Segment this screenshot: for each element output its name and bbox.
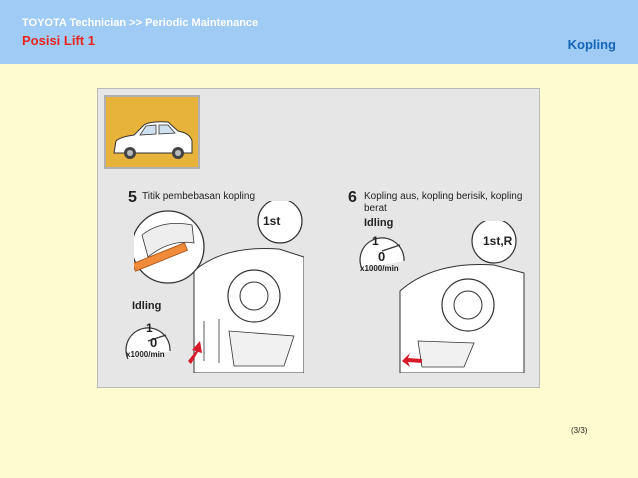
- step-6-gear: 1st,R: [483, 234, 513, 248]
- step-6-drawing: [394, 221, 534, 373]
- page-counter: (3/3): [571, 426, 588, 435]
- car-icon: [106, 97, 198, 167]
- step-6-number: 6: [348, 189, 357, 206]
- clutch-illustration: [97, 88, 540, 388]
- breadcrumb[interactable]: TOYOTA Technician >> Periodic Maintenance: [22, 17, 259, 29]
- step-5-gauge-mark-0: 0: [150, 335, 158, 350]
- page-title: Posisi Lift 1: [22, 33, 95, 48]
- step-5-idling-label: Idling: [132, 300, 162, 312]
- car-lift-thumbnail: [104, 95, 200, 169]
- step-6-gauge-unit: x1000/min: [360, 264, 399, 273]
- step-5-gauge-unit: x1000/min: [126, 350, 165, 359]
- step-5-number: 5: [128, 189, 137, 206]
- section-title: Kopling: [567, 37, 616, 52]
- step-6-gauge-mark-1: 1: [372, 234, 379, 248]
- step-6-text: Kopling aus, kopling berisik, kopling berat: [364, 191, 523, 214]
- header-bar: [0, 0, 638, 64]
- step-6-idling-label: Idling: [364, 217, 394, 229]
- step-5-text: Titik pembebasan kopling: [142, 191, 256, 202]
- step-5-gauge-mark-1: 1: [146, 321, 153, 335]
- step-6-gauge-mark-0: 0: [378, 249, 386, 264]
- step-5-gear: 1st: [263, 214, 281, 228]
